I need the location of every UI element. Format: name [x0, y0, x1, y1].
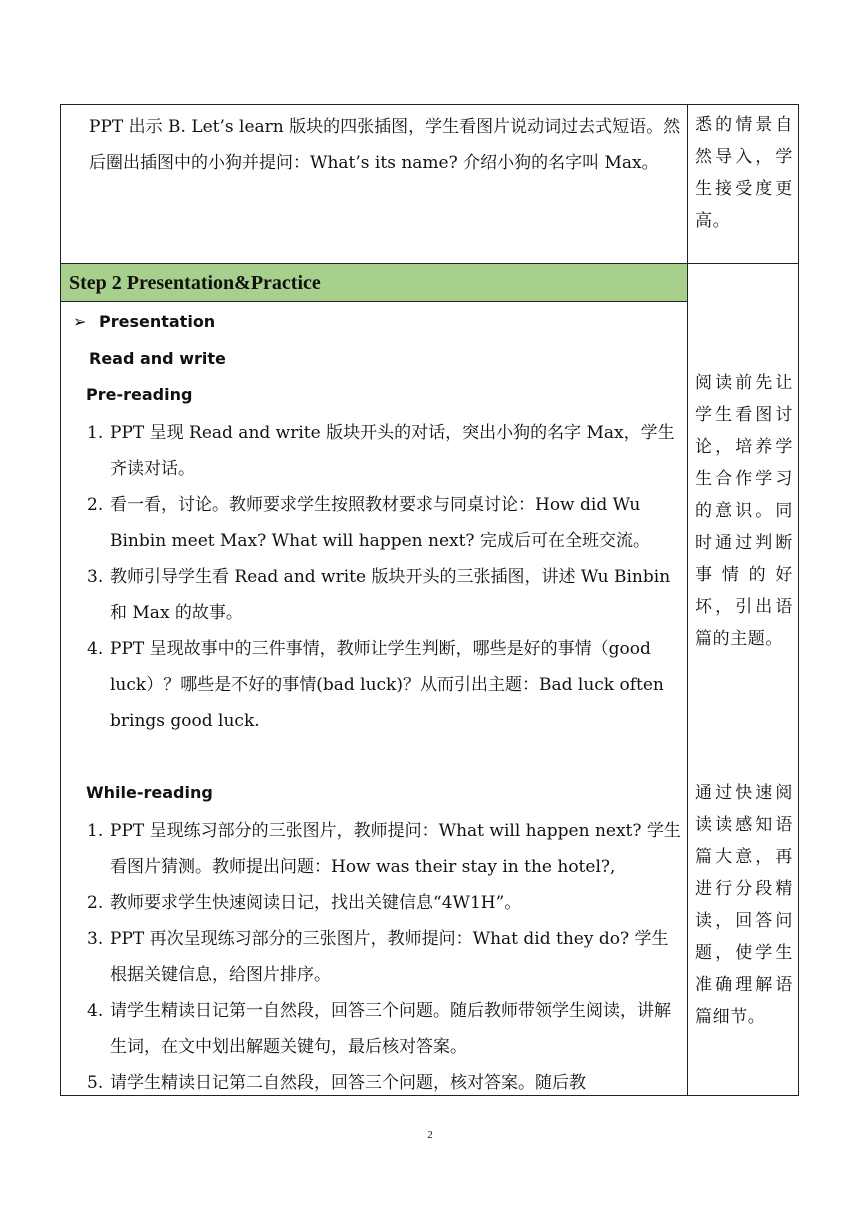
side-note-while-reading: 通过快速阅读读感知语篇大意，再进行分段精读，回答问题，使学生准确理解语篇细节。 — [695, 783, 793, 1027]
list-item-number: 5. — [87, 1073, 104, 1093]
list-item-text: PPT 呈现故事中的三件事情，教师让学生判断，哪些是好的事情（good luck）？哪些是不好的事情(bad luck)？从而引出主题：Bad luck often brings good luck. — [110, 639, 664, 731]
list-item — [87, 993, 683, 1065]
step-header-divider — [61, 301, 687, 302]
side-note-pre-reading: 阅读前先让学生看图讨论，培养学生合作学习的意识。同时通过判断事情的好坏，引出语篇的主题。 — [695, 373, 793, 649]
list-item-number: 1. — [87, 423, 104, 443]
read-and-write-subheading: Read and write — [89, 349, 226, 368]
list-item-text: 请学生精读日记第一自然段，回答三个问题。随后教师带领学生阅读，讲解生词，在文中划出解题关键句，最后核对答案。 — [110, 1001, 671, 1057]
list-item-text: 请学生精读日记第二自然段，回答三个问题，核对答案。随后教 — [110, 1073, 586, 1093]
intro-paragraph: PPT 出示 B. Let’s learn 版块的四张插图，学生看图片说动词过去式短语。然后圈出插图中的小狗并提问：What’s its name? 介绍小狗的名字叫 Max。 — [89, 117, 681, 173]
list-item — [87, 813, 683, 885]
list-item — [87, 415, 683, 487]
page-number: 2 — [427, 1129, 433, 1141]
list-item-text: 看一看，讨论。教师要求学生按照教材要求与同桌讨论：How did Wu Binbin meet Max? What will happen next? 完成后可在全班交流。 — [110, 495, 650, 551]
list-item-text: PPT 呈现练习部分的三张图片，教师提问：What will happen next? 学生看图片猜测。教师提出问题：How was their stay in the hotel?, — [110, 821, 681, 877]
list-item-text: PPT 呈现 Read and write 版块开头的对话，突出小狗的名字 Max，学生齐读对话。 — [110, 423, 675, 479]
list-item-number: 4. — [87, 639, 104, 659]
list-item — [87, 631, 683, 739]
lesson-plan-table — [60, 104, 799, 1096]
list-item-text: 教师要求学生快速阅读日记，找出关键信息“4W1H”。 — [110, 893, 522, 913]
list-item-number: 2. — [87, 495, 104, 515]
while-reading-list — [87, 813, 683, 1101]
arrow-bullet-icon: ➢ — [73, 312, 87, 331]
pre-reading-title: Pre-reading — [86, 385, 193, 404]
side-note-intro: 悉的情景自然导入，学生接受度更高。 — [695, 115, 793, 231]
presentation-heading: Presentation — [99, 312, 216, 331]
list-item-text: 教师引导学生看 Read and write 版块开头的三张插图，讲述 Wu Binbin 和 Max 的故事。 — [110, 567, 671, 623]
list-item-number: 3. — [87, 567, 104, 587]
list-item-number: 1. — [87, 821, 104, 841]
presentation-heading-row — [73, 312, 215, 331]
while-reading-title: While-reading — [86, 783, 213, 802]
pre-reading-list — [87, 415, 683, 739]
list-item — [87, 885, 683, 921]
list-item — [87, 559, 683, 631]
list-item — [87, 487, 683, 559]
list-item-number: 3. — [87, 929, 104, 949]
list-item-text: PPT 再次呈现练习部分的三张图片，教师提问：What did they do? 学生根据关键信息，给图片排序。 — [110, 929, 669, 985]
list-item-number: 4. — [87, 1001, 104, 1021]
list-item-number: 2. — [87, 893, 104, 913]
column-divider — [687, 105, 688, 1095]
list-item — [87, 921, 683, 993]
list-item — [87, 1065, 683, 1101]
step-title: Step 2 Presentation&Practice — [69, 272, 321, 294]
